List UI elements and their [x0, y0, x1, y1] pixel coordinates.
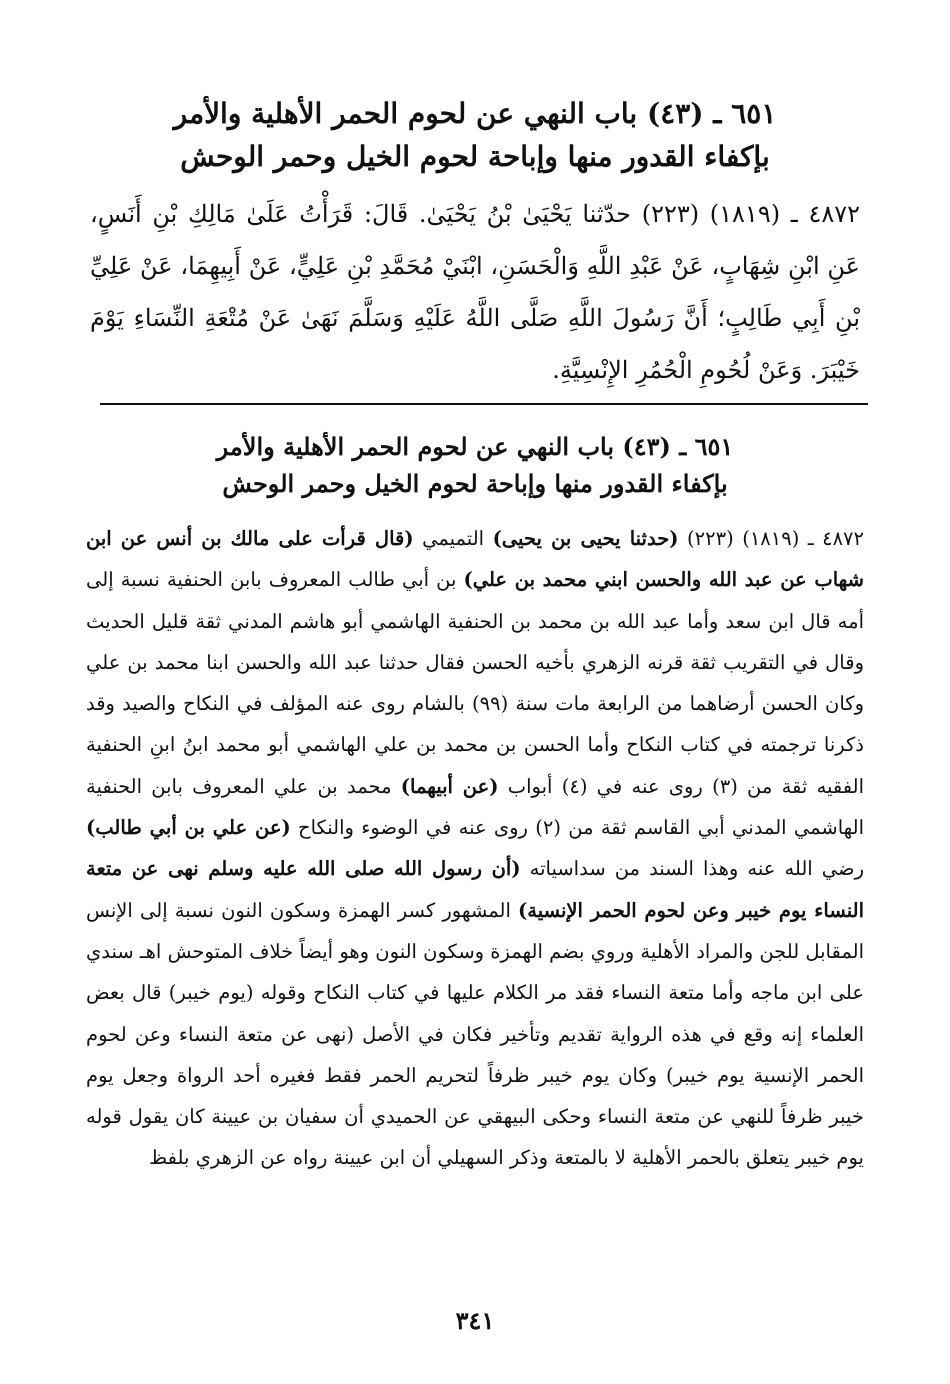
- quoted-hadith-segment: (قال قرأت على مالك بن أنس عن ابن شهاب عن عبد الله والحسن ابني محمد بن علي): [86, 527, 864, 592]
- page-number: ٣٤١: [455, 1306, 495, 1335]
- heading-line-1: ٦٥١ ـ (٤٣) باب النهي عن لحوم الحمر الأهلية والأمر: [216, 432, 734, 461]
- commentary-segment: محمد بن علي المعروف بابن الحنفية الهاشمي المدني أبي القاسم ثقة من (٢) روى عنه في الوضوء والنكاح: [86, 774, 864, 840]
- section-divider: [100, 403, 868, 405]
- quoted-hadith-segment: (عن أبيهما): [400, 774, 499, 798]
- commentary-segment: رضي الله عنه وهذا السند من سداسياته: [520, 857, 864, 881]
- quoted-hadith-segment: (عن علي بن أبي طالب): [86, 816, 291, 840]
- hadith-text: ٤٨٧٢ ـ (١٨١٩) (٢٢٣) حدّثنا يَحْيَىٰ بْنُ يَحْيَىٰ. قَالَ: قَرَأْتُ عَلَىٰ مَالِكِ بْنِ أَنَسٍ، عَنِ ابْنِ شِهَابٍ، عَنْ عَبْدِ اللَّهِ وَالْحَسَنِ، ابْنَيْ مُحَمَّدِ بْنِ عَلِيٍّ، عَنْ أَبِيهِمَا، عَنْ عَلِيِّ بْنِ أَبِي طَالِبٍ؛ أَنَّ رَسُولَ اللَّهِ صَلَّى اللَّهُ عَلَيْهِ وَسَلَّمَ نَهَىٰ عَنْ مُتْعَةِ النِّسَاءِ يَوْمَ خَيْبَرَ. وَعَنْ لُحُومِ الْحُمُرِ الإِنْسِيَّةِ.: [90, 200, 861, 384]
- chapter-heading-top: [140, 92, 810, 179]
- heading-line-2: بإكفاء القدور منها وإباحة لحوم الخيل وحمر الوحش: [222, 469, 728, 499]
- commentary-segment: المشهور كسر الهمزة وسكون النون نسبة إلى الإنس المقابل للجن والمراد الأهلية وروي بضم الهمزة وسكون النون وهو أيضاً خلاف المتوحش اهـ سندي على ابن ماجه وأما متعة النساء فقد مر الكلام عليها في كتاب النكاح وقوله (يوم خيبر) قال بعض العلماء إنه وقع في هذه الرواية تقديم وتأخير فكان في الأصل (نهى عن متعة النساء وعن لحوم الحمر الإنسية يوم خيبر) وكان يوم خيبر ظرفاً لتحريم الحمر فقط فغيره أحد الرواة وجعل يوم خيبر ظرفاً للنهي عن متعة النساء وحكى البيهقي عن الحميدي أن سفيان بن عيينة كان يقول قوله يوم خيبر يتعلق بالحمر الأهلية لا بالمتعة وذكر السهيلي أن ابن عيينة رواه عن الزهري بلفظ: [86, 898, 864, 1170]
- commentary-segment: ٤٨٧٢ ـ (١٨١٩) (٢٢٣): [678, 527, 864, 550]
- commentary-segment: التميمي: [413, 527, 493, 550]
- chapter-heading-bottom: [140, 428, 810, 502]
- commentary-text: [86, 518, 864, 1179]
- quoted-hadith-segment: (أن رسول الله صلى الله عليه وسلم نهى عن متعة النساء يوم خيبر وعن لحوم الحمر الإنسية): [86, 857, 864, 922]
- quoted-hadith-segment: (حدثنا يحيى بن يحيى): [492, 527, 679, 550]
- heading-line-2: بإكفاء القدور منها وإباحة لحوم الخيل وحمر الوحش: [180, 140, 770, 174]
- commentary-segment: بن أبي طالب المعروف بابن الحنفية نسبة إلى أمه قال ابن سعد وأما عبد الله بن محمد بن الحنفية الهاشمي أبو هاشم المدني ثقة قليل الحديث وقال في التقريب ثقة قرنه الزهري بأخيه الحسن فقال حدثنا عبد الله والحسن ابنا محمد بن علي وكان الحسن أرضاهما من الرابعة مات سنة (٩٩) بالشام روى عنه المؤلف في النكاح والصيد وقد ذكرنا ترجمته في كتاب النكاح وأما الحسن بن محمد بن علي الهاشمي أبو محمد ابنُ ابنِ الحنفية الفقيه ثقة من (٣) روى عنه في (٤) أبواب: [86, 568, 865, 798]
- heading-line-1: ٦٥١ ـ (٤٣) باب النهي عن لحوم الحمر الأهلية والأمر: [173, 97, 777, 130]
